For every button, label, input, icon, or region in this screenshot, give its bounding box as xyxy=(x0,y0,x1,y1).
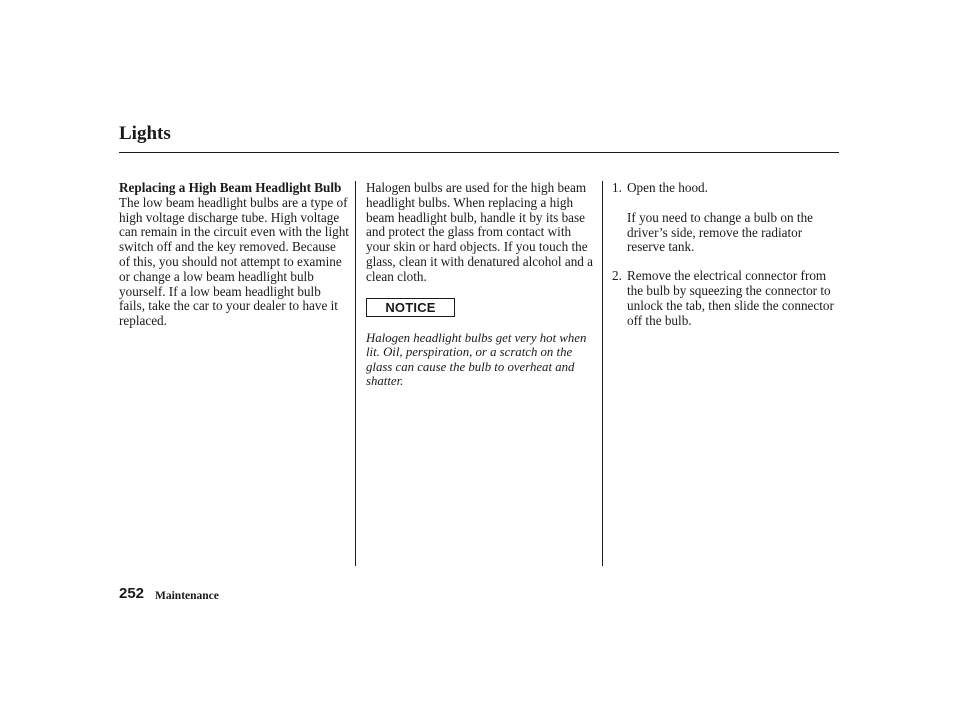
step-number: 2. xyxy=(612,268,622,284)
page-title: Lights xyxy=(119,123,171,144)
step-text: Open the hood. xyxy=(627,180,708,195)
title-divider xyxy=(119,152,839,153)
footer-section-name: Maintenance xyxy=(155,590,219,602)
column-right xyxy=(612,181,840,328)
section-subheading: Replacing a High Beam Headlight Bulb xyxy=(119,180,342,195)
step-note: If you need to change a bulb on the driver’s side, remove the radiator reserve tank. xyxy=(627,209,814,255)
step-item xyxy=(612,181,840,255)
page-number: 252 xyxy=(119,585,145,602)
notice-text: Halogen headlight bulbs get very hot when lit. Oil, perspiration, or a scratch on the glass can cause the bulb to overheat and shatter. xyxy=(366,330,587,389)
low-beam-paragraph: The low beam headlight bulbs are a type of high voltage discharge tube. High voltage can remain in the circuit even with the light switch off and the key removed. Because of this, you should not attempt to examine or change a low beam headlight bulb yourself. If a low beam headlight bulb fails, take the car to your dealer to have it replaced. xyxy=(119,194,349,329)
step-number: 1. xyxy=(612,180,622,195)
column-left xyxy=(119,181,349,329)
column-divider-1 xyxy=(355,181,356,566)
column-divider-2 xyxy=(602,181,603,566)
column-middle xyxy=(366,181,598,389)
step-text: Remove the electrical connector from the bulb by squeezing the connector to unlock the tab, then slide the connector off the bulb. xyxy=(627,268,834,328)
notice-label: NOTICE xyxy=(366,298,455,317)
step-item xyxy=(612,269,840,328)
halogen-paragraph: Halogen bulbs are used for the high beam headlight bulbs. When replacing a high beam headlight bulb, handle it by its base and protect the glass from contact with your skin or hard objects. If you touch the glass, clean it with denatured alcohol and a clean cloth. xyxy=(366,180,594,284)
